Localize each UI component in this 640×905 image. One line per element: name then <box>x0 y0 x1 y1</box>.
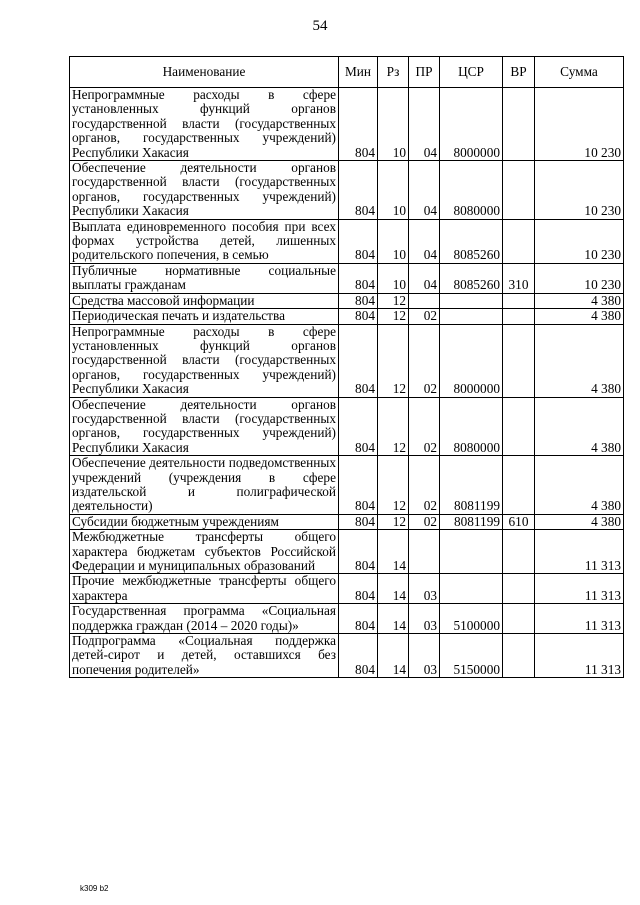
row-sum: 4 380 <box>535 324 624 397</box>
table-row <box>70 161 624 220</box>
row-min: 804 <box>339 514 378 529</box>
page-number: 54 <box>312 18 328 34</box>
row-rz: 14 <box>378 604 409 634</box>
row-sum: 11 313 <box>535 604 624 634</box>
row-vr <box>503 456 535 515</box>
row-sum: 11 313 <box>535 530 624 574</box>
row-sum: 4 380 <box>535 309 624 324</box>
row-sum: 10 230 <box>535 88 624 161</box>
row-csr <box>440 309 503 324</box>
row-pr: 02 <box>409 514 440 529</box>
row-rz: 12 <box>378 324 409 397</box>
row-pr: 03 <box>409 574 440 604</box>
row-min: 804 <box>339 88 378 161</box>
row-name: Обеспечение деятельности органов государственной власти (государственных органов, государственных учреждений) Республики Хакасия <box>70 397 339 456</box>
row-vr <box>503 88 535 161</box>
header-rz: Рз <box>378 57 409 88</box>
row-vr <box>503 604 535 634</box>
row-sum: 4 380 <box>535 456 624 515</box>
row-name: Подпрограмма «Социальная поддержка детей-сирот и детей, оставшихся без попечения родителей» <box>70 634 339 678</box>
footer-code: k309 b2 <box>80 884 109 893</box>
header-pr: ПР <box>409 57 440 88</box>
row-rz: 12 <box>378 514 409 529</box>
row-vr: 310 <box>503 263 535 293</box>
row-vr <box>503 161 535 220</box>
row-sum: 11 313 <box>535 634 624 678</box>
row-pr: 04 <box>409 263 440 293</box>
row-csr: 5150000 <box>440 634 503 678</box>
row-rz: 10 <box>378 88 409 161</box>
row-sum: 4 380 <box>535 397 624 456</box>
row-name: Средства массовой информации <box>70 293 339 308</box>
row-sum: 10 230 <box>535 263 624 293</box>
row-name: Прочие межбюджетные трансферты общего характера <box>70 574 339 604</box>
row-rz: 10 <box>378 219 409 263</box>
row-name: Непрограммные расходы в сфере установленных функций органов государственной власти (государственных органов, государственных учреждений) Республики Хакасия <box>70 324 339 397</box>
row-min: 804 <box>339 574 378 604</box>
row-name: Периодическая печать и издательства <box>70 309 339 324</box>
row-rz: 12 <box>378 293 409 308</box>
row-pr: 04 <box>409 219 440 263</box>
row-sum: 11 313 <box>535 574 624 604</box>
row-pr: 02 <box>409 397 440 456</box>
row-min: 804 <box>339 219 378 263</box>
row-rz: 14 <box>378 530 409 574</box>
row-sum: 10 230 <box>535 219 624 263</box>
row-name: Обеспечение деятельности подведомственных учреждений (учреждения в сфере издательской и полиграфической деятельности) <box>70 456 339 515</box>
row-rz: 14 <box>378 574 409 604</box>
table-row <box>70 604 624 634</box>
table-row <box>70 514 624 529</box>
row-min: 804 <box>339 604 378 634</box>
row-vr <box>503 634 535 678</box>
row-pr <box>409 530 440 574</box>
row-rz: 12 <box>378 456 409 515</box>
table-row <box>70 456 624 515</box>
row-vr <box>503 397 535 456</box>
row-name: Непрограммные расходы в сфере установленных функций органов государственной власти (государственных органов, государственных учреждений) Республики Хакасия <box>70 88 339 161</box>
table-row <box>70 324 624 397</box>
row-pr: 04 <box>409 88 440 161</box>
row-rz: 14 <box>378 634 409 678</box>
row-pr: 04 <box>409 161 440 220</box>
budget-table <box>69 56 624 678</box>
row-vr <box>503 530 535 574</box>
row-rz: 12 <box>378 397 409 456</box>
row-csr: 8085260 <box>440 263 503 293</box>
table-row <box>70 219 624 263</box>
table-row <box>70 574 624 604</box>
row-name: Обеспечение деятельности органов государственной власти (государственных органов, государственных учреждений) Республики Хакасия <box>70 161 339 220</box>
row-min: 804 <box>339 293 378 308</box>
row-csr: 8081199 <box>440 456 503 515</box>
row-pr: 03 <box>409 604 440 634</box>
table-row <box>70 309 624 324</box>
row-min: 804 <box>339 309 378 324</box>
table-row <box>70 397 624 456</box>
row-vr <box>503 309 535 324</box>
row-csr <box>440 293 503 308</box>
table-header-row <box>70 57 624 88</box>
row-vr <box>503 324 535 397</box>
row-vr <box>503 293 535 308</box>
table-body <box>70 88 624 678</box>
row-sum: 4 380 <box>535 293 624 308</box>
row-pr <box>409 293 440 308</box>
header-name: Наименование <box>70 57 339 88</box>
header-csr: ЦСР <box>440 57 503 88</box>
row-min: 804 <box>339 397 378 456</box>
table-row <box>70 88 624 161</box>
row-sum: 4 380 <box>535 514 624 529</box>
row-vr: 610 <box>503 514 535 529</box>
row-rz: 12 <box>378 309 409 324</box>
row-name: Публичные нормативные социальные выплаты гражданам <box>70 263 339 293</box>
row-min: 804 <box>339 530 378 574</box>
header-min: Мин <box>339 57 378 88</box>
row-csr: 8080000 <box>440 397 503 456</box>
row-name: Государственная программа «Социальная поддержка граждан (2014 – 2020 годы)» <box>70 604 339 634</box>
row-min: 804 <box>339 634 378 678</box>
table-row <box>70 263 624 293</box>
row-name: Субсидии бюджетным учреждениям <box>70 514 339 529</box>
header-sum: Сумма <box>535 57 624 88</box>
row-vr <box>503 574 535 604</box>
row-pr: 02 <box>409 309 440 324</box>
row-rz: 10 <box>378 161 409 220</box>
header-vr: ВР <box>503 57 535 88</box>
table-row <box>70 293 624 308</box>
row-min: 804 <box>339 324 378 397</box>
row-min: 804 <box>339 161 378 220</box>
table-row <box>70 530 624 574</box>
row-pr: 02 <box>409 456 440 515</box>
row-name: Выплата единовременного пособия при всех формах устройства детей, лишенных родительского попечения, в семью <box>70 219 339 263</box>
row-min: 804 <box>339 263 378 293</box>
row-csr: 8000000 <box>440 88 503 161</box>
row-pr: 02 <box>409 324 440 397</box>
row-min: 804 <box>339 456 378 515</box>
row-csr: 8081199 <box>440 514 503 529</box>
row-csr <box>440 574 503 604</box>
row-rz: 10 <box>378 263 409 293</box>
row-csr: 8080000 <box>440 161 503 220</box>
row-csr: 8000000 <box>440 324 503 397</box>
row-csr <box>440 530 503 574</box>
row-csr: 8085260 <box>440 219 503 263</box>
row-vr <box>503 219 535 263</box>
row-pr: 03 <box>409 634 440 678</box>
row-name: Межбюджетные трансферты общего характера бюджетам субъектов Российской Федерации и муниципальных образований <box>70 530 339 574</box>
row-csr: 5100000 <box>440 604 503 634</box>
table-row <box>70 634 624 678</box>
row-sum: 10 230 <box>535 161 624 220</box>
